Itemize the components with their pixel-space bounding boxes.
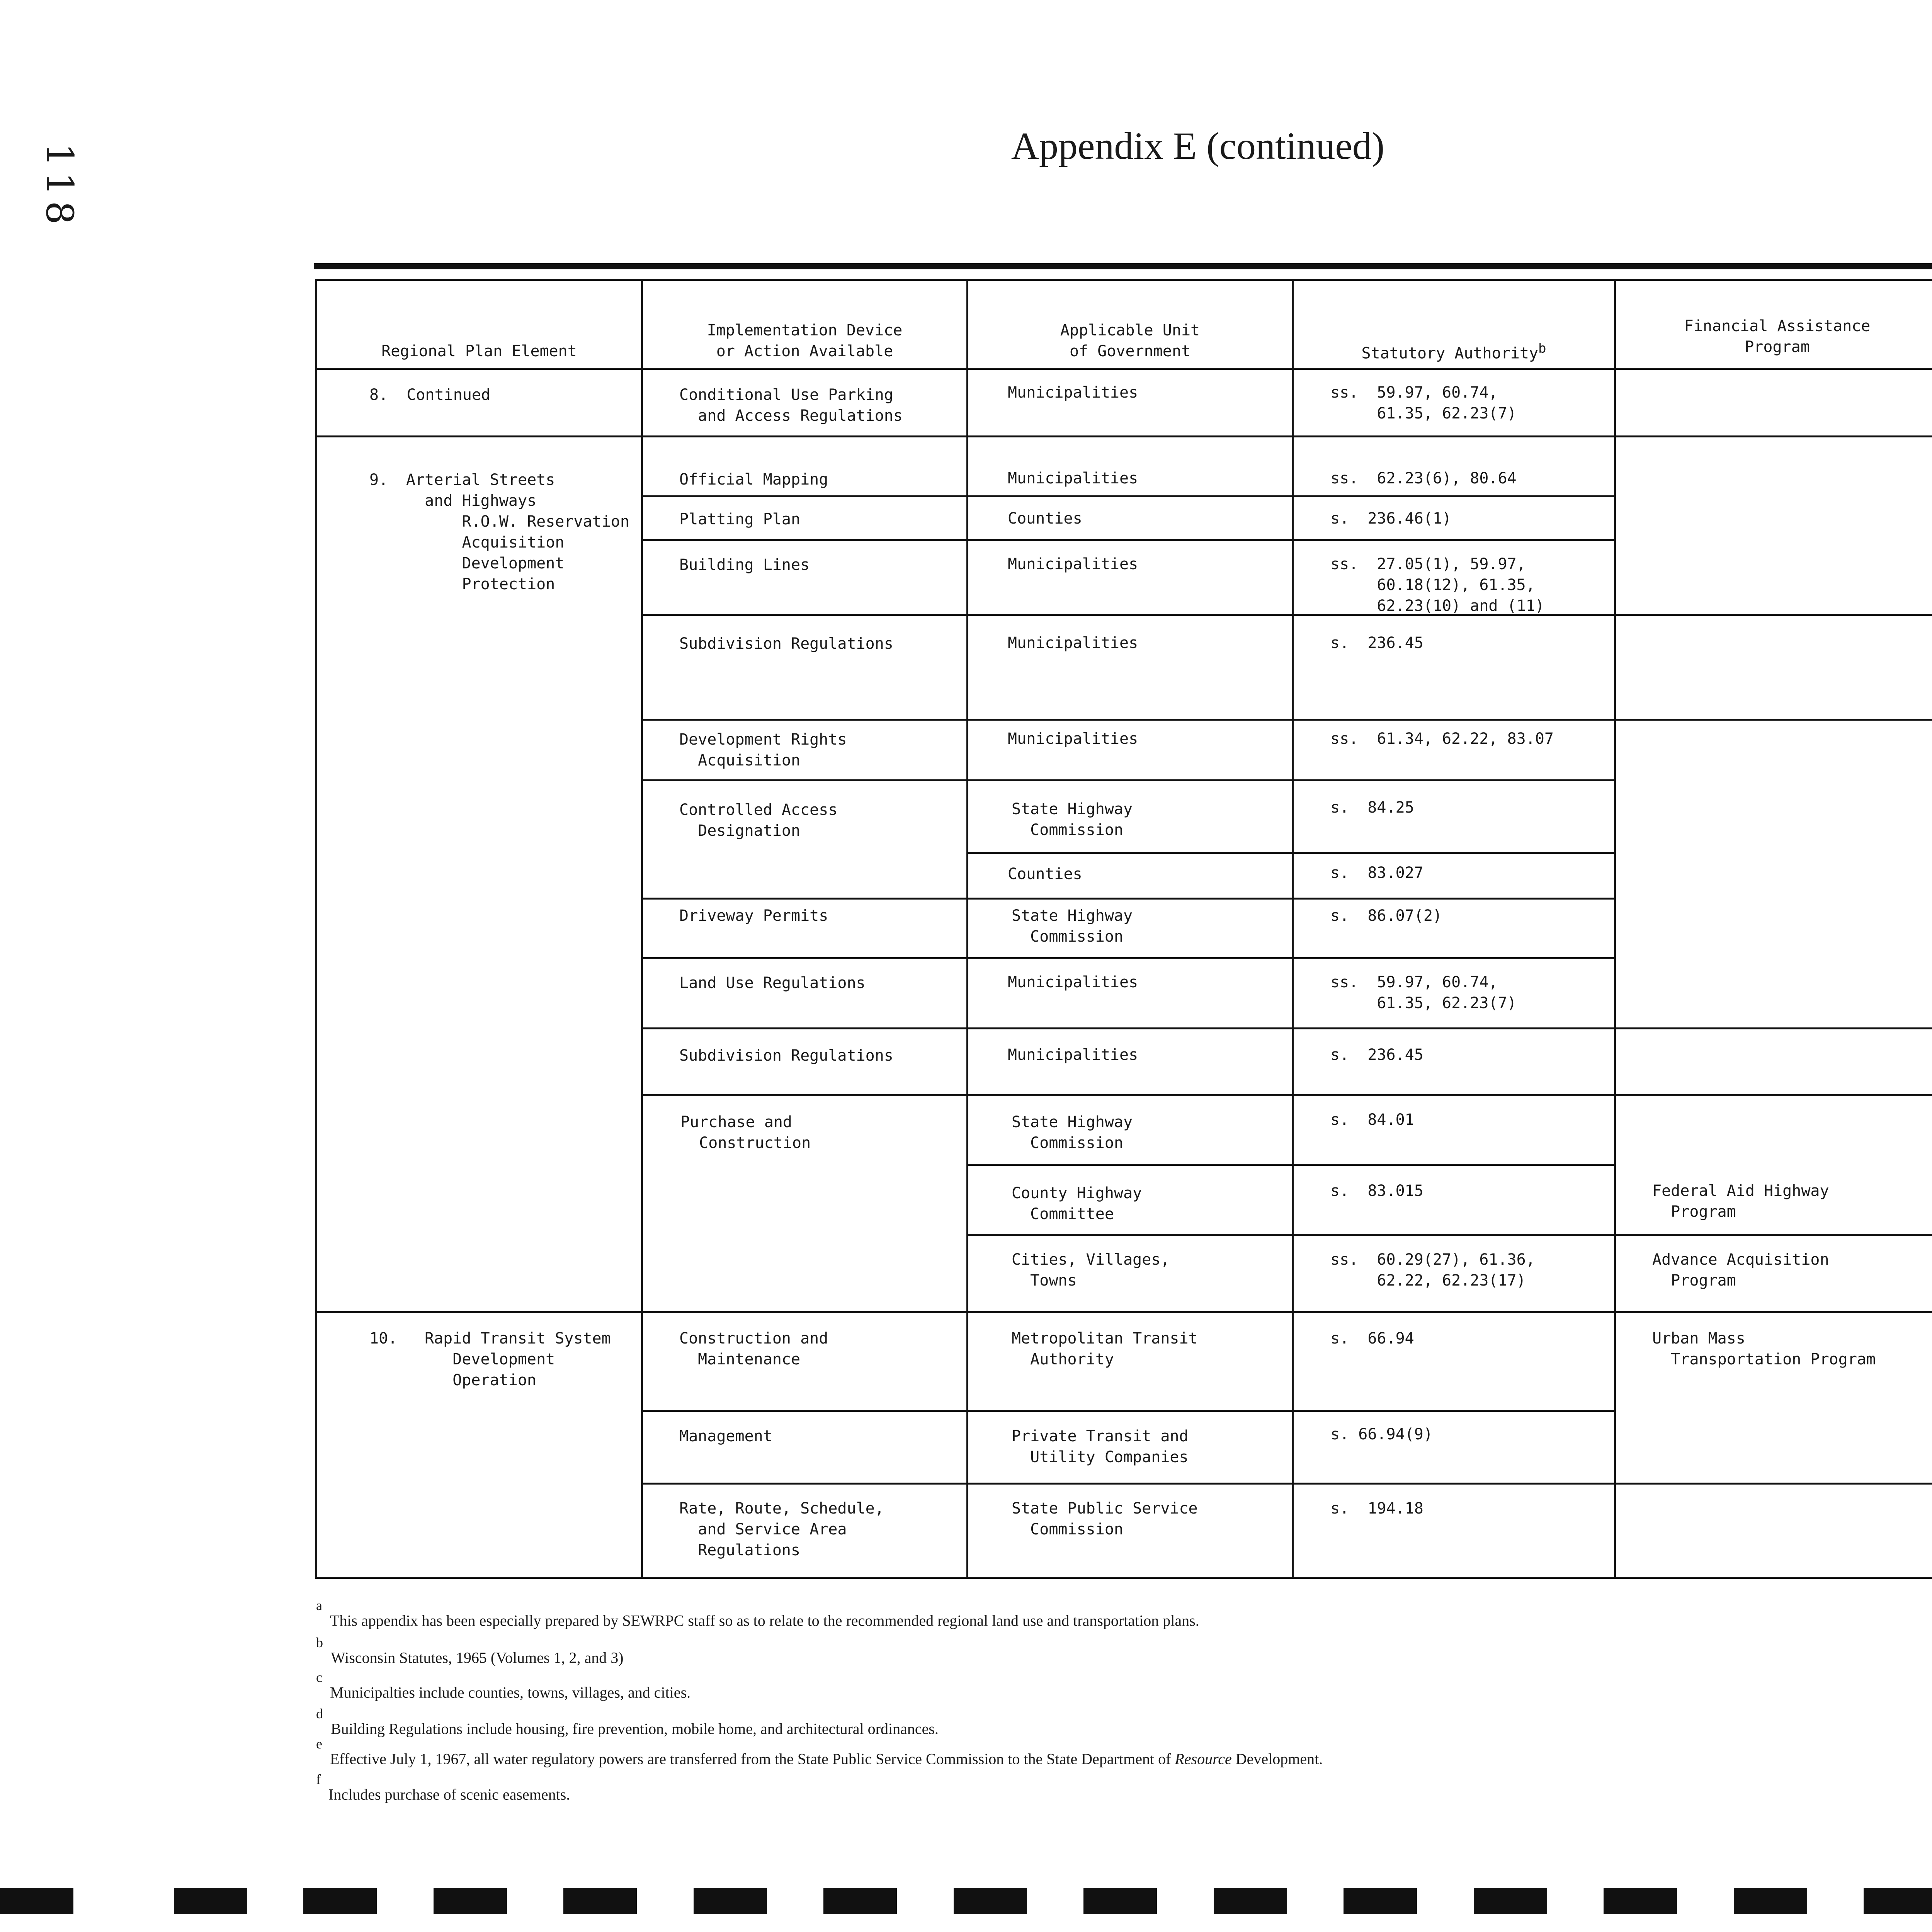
- footnote-mark: c: [316, 1670, 322, 1685]
- cell-device: Land Use Regulations: [679, 974, 866, 992]
- page-title: Appendix E (continued): [1011, 124, 1385, 167]
- cell-authority: s. 194.18: [1330, 1500, 1423, 1517]
- cell-authority: s. 83.027: [1330, 864, 1423, 882]
- registration-mark: [954, 1888, 1027, 1914]
- footnote-mark: a: [316, 1598, 322, 1613]
- cell-unit: Counties: [1008, 510, 1082, 527]
- cell-unit: Counties: [1008, 865, 1082, 883]
- cell-device: Building Lines: [679, 556, 810, 574]
- registration-mark: [1474, 1888, 1547, 1914]
- grid-line: [641, 719, 1932, 721]
- cell-device: Management: [679, 1427, 772, 1445]
- section-9-label: Arterial Streets and Highways R.O.W. Reservation Acquisition Development Protection: [406, 471, 629, 593]
- footnote-text: Wisconsin Statutes, 1965 (Volumes 1, 2, and 3): [331, 1649, 624, 1667]
- cell-device: Conditional Use Parking and Access Regulations: [679, 386, 903, 425]
- registration-mark: [0, 1888, 73, 1914]
- registration-mark: [823, 1888, 897, 1914]
- cell-authority: ss. 60.29(27), 61.36, 62.22, 62.23(17): [1330, 1251, 1535, 1289]
- cell-authority: s. 236.46(1): [1330, 510, 1452, 527]
- registration-mark: [1734, 1888, 1807, 1914]
- page-number: 118: [38, 143, 81, 230]
- footnote: [316, 1736, 1323, 1768]
- registration-mark: [1344, 1888, 1417, 1914]
- registration-mark: [1214, 1888, 1287, 1914]
- cell-device: Subdivision Regulations: [679, 635, 893, 653]
- footnote-mark: f: [316, 1772, 321, 1787]
- cell-device: Platting Plan: [679, 510, 801, 528]
- cell-unit: Municipalities: [1008, 555, 1138, 573]
- registration-mark: [174, 1888, 247, 1914]
- footnote-text: This appendix has been especially prepared by SEWRPC staff so as to relate to the recommended regional land use and transportation plans.: [330, 1612, 1199, 1629]
- cell-unit: Cities, Villages, Towns: [1012, 1251, 1170, 1289]
- footnote-mark: b: [316, 1635, 323, 1650]
- cell-unit: Municipalities: [1008, 973, 1138, 991]
- registration-mark: [1083, 1888, 1157, 1914]
- grid-line: [641, 539, 1616, 541]
- footnote-text: Municipalties include counties, towns, villages, and cities.: [330, 1684, 691, 1701]
- grid-line: [641, 1483, 1932, 1485]
- footnote-mark: e: [316, 1736, 322, 1752]
- cell-device: Controlled Access Designation: [679, 801, 838, 840]
- footnote: [316, 1635, 624, 1667]
- grid-line: [641, 779, 1616, 781]
- grid-line: [317, 368, 1932, 370]
- cell-authority: ss. 61.34, 62.22, 83.07: [1330, 730, 1554, 748]
- cell-authority: s. 83.015: [1330, 1182, 1423, 1200]
- cell-unit: Municipalities: [1008, 730, 1138, 748]
- footnote: [316, 1706, 939, 1738]
- footnote: [316, 1670, 691, 1701]
- footnote: [316, 1772, 570, 1803]
- cell-device: Subdivision Regulations: [679, 1047, 893, 1065]
- header-statutory-authority-label: Statutory Authority: [1361, 344, 1539, 362]
- header-financial-assistance: Financial Assistance Program: [1684, 317, 1871, 356]
- appendix-table: [315, 279, 1932, 1579]
- footnote-italic: Resource: [1175, 1750, 1232, 1768]
- cell-authority: s. 84.25: [1330, 799, 1414, 816]
- registration-mark: [563, 1888, 637, 1914]
- footnote-mark: d: [316, 1706, 323, 1721]
- cell-authority: s. 66.94(9): [1330, 1425, 1433, 1443]
- header-implementation-device: Implementation Device or Action Available: [707, 321, 903, 360]
- footnote: [316, 1598, 1199, 1629]
- cell-device: Construction and Maintenance: [679, 1330, 828, 1368]
- section-10-number: 10.: [369, 1330, 398, 1347]
- cell-financial: Federal Aid Highway Program: [1652, 1182, 1829, 1221]
- header-applicable-unit: Applicable Unit of Government: [1060, 321, 1200, 360]
- footnote-text: Includes purchase of scenic easements.: [328, 1786, 570, 1803]
- cell-unit: Metropolitan Transit Authority: [1012, 1330, 1198, 1368]
- top-rule: [314, 263, 1932, 269]
- cell-authority: ss. 27.05(1), 59.97, 60.18(12), 61.35, 62.23(10) and (11): [1330, 555, 1544, 615]
- header-statutory-authority: [1294, 338, 1614, 364]
- cell-device: Driveway Permits: [679, 907, 828, 925]
- cell-unit: Municipalities: [1008, 634, 1138, 652]
- registration-mark: [694, 1888, 767, 1914]
- grid-line: [641, 1027, 1932, 1029]
- grid-line: [641, 1410, 1616, 1412]
- cell-unit: State Highway Commission: [1012, 800, 1133, 839]
- grid-line: [641, 1094, 1932, 1096]
- registration-mark: [1604, 1888, 1677, 1914]
- grid-line: [641, 614, 1932, 616]
- grid-line: [317, 1311, 1932, 1313]
- section-9-number: 9.: [369, 471, 388, 489]
- grid-line: [966, 852, 1616, 854]
- registration-mark: [434, 1888, 507, 1914]
- cell-unit: State Highway Commission: [1012, 1113, 1133, 1152]
- grid-line: [641, 495, 1616, 497]
- grid-line: [641, 898, 1616, 900]
- grid-line: [1292, 281, 1294, 1579]
- cell-device: Purchase and Construction: [680, 1113, 811, 1152]
- grid-line: [966, 1164, 1616, 1166]
- footnote-text: Building Regulations include housing, fire prevention, mobile home, and architectural ordinances.: [331, 1720, 939, 1738]
- cell-authority: ss. 62.23(6), 80.64: [1330, 469, 1517, 487]
- cell-unit: State Public Service Commission: [1012, 1500, 1198, 1538]
- cell-authority: s. 236.45: [1330, 634, 1423, 652]
- cell-financial: Advance Acquisition Program: [1652, 1251, 1829, 1289]
- registration-mark: [303, 1888, 377, 1914]
- cell-unit: Municipalities: [1008, 384, 1138, 401]
- cell-device: Rate, Route, Schedule, and Service Area Regulations: [679, 1500, 884, 1559]
- cell-unit: Private Transit and Utility Companies: [1012, 1427, 1189, 1466]
- cell-unit: Municipalities: [1008, 469, 1138, 487]
- grid-line: [966, 281, 968, 1579]
- cell-unit: State Highway Commission: [1012, 907, 1133, 946]
- footnote-text-end: Development.: [1231, 1750, 1323, 1768]
- footnote-ref-b: b: [1538, 341, 1546, 356]
- section-10-label: Rapid Transit System Development Operation: [425, 1330, 611, 1389]
- cell-unit: County Highway Committee: [1012, 1184, 1142, 1223]
- footnote-text: Effective July 1, 1967, all water regulatory powers are transferred from the State Public Service Commission to the State Department of: [330, 1750, 1175, 1768]
- grid-line: [317, 435, 1932, 437]
- cell-device: Official Mapping: [679, 471, 828, 488]
- cell-authority: s. 84.01: [1330, 1111, 1414, 1129]
- cell-financial: Urban Mass Transportation Program: [1652, 1330, 1876, 1368]
- grid-line: [641, 281, 643, 1579]
- grid-line: [1614, 281, 1616, 1579]
- cell-unit: Municipalities: [1008, 1046, 1138, 1064]
- grid-line: [966, 1234, 1932, 1236]
- cell-device: Development Rights Acquisition: [679, 731, 847, 769]
- cell-authority: s. 66.94: [1330, 1330, 1414, 1347]
- cell-authority: s. 86.07(2): [1330, 907, 1442, 925]
- section-8-label: 8. Continued: [369, 386, 491, 404]
- cell-authority: s. 236.45: [1330, 1046, 1423, 1064]
- registration-mark: [1864, 1888, 1932, 1914]
- header-regional-plan-element: Regional Plan Element: [381, 342, 577, 360]
- grid-line: [641, 957, 1616, 959]
- cell-authority: ss. 59.97, 60.74, 61.35, 62.23(7): [1330, 384, 1517, 422]
- cell-authority: ss. 59.97, 60.74, 61.35, 62.23(7): [1330, 973, 1517, 1012]
